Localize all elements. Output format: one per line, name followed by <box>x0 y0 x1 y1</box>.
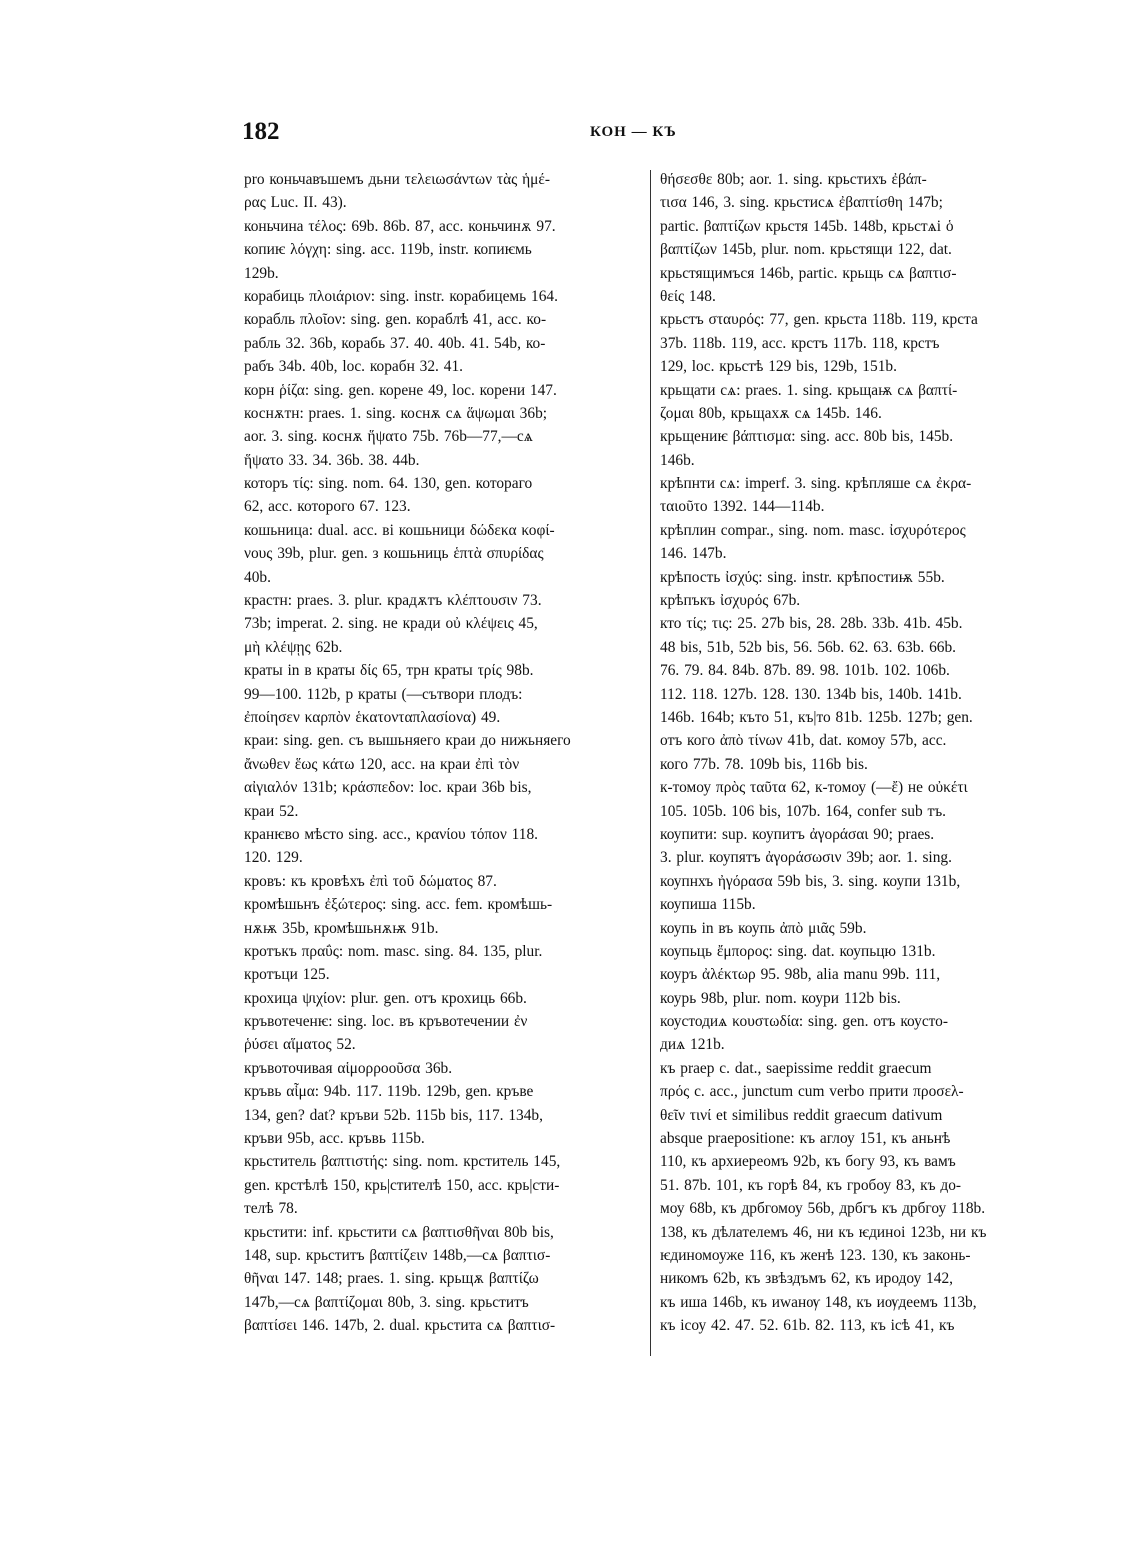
entry-line: 40b. <box>244 568 271 586</box>
entry-line: ѥдиномоужe 116, къ женѣ 123. 130, къ законь- <box>660 1246 971 1264</box>
entry-line: крьстити: inf. крьстити сѧ βαπτισθῆναι 80b bis, <box>244 1223 554 1241</box>
entry-line: коупьць ἔμπορος: sing. dat. коупьцю 131b. <box>660 942 936 960</box>
entry-line: кромѣшьнъ ἐξώτερος: sing. acc. fem. кромѣшь- <box>244 896 553 914</box>
entry-line: 73b; imperat. 2. sing. не кради οὐ κλέψεις 45, <box>244 615 538 633</box>
entry-line: крьститель βαπτιστής: sing. nom. крститель 145, <box>244 1153 561 1171</box>
entry-line: крьстъ σταυρός: 77, gen. крьста 118b. 119, крста <box>660 311 978 329</box>
entry-line: 129, loc. крьстѣ 129 bis, 129b, 151b. <box>660 358 897 376</box>
entry-line: кротъци 125. <box>244 966 330 984</box>
page-number: 182 <box>242 118 280 145</box>
entry-line: которъ τίς: sing. nom. 64. 130, gen. котораго <box>244 475 533 493</box>
entry-line: к-томоу πρὸς ταῦτα 62, к-томоу (—ἔ) не οὐκέτι <box>660 779 968 797</box>
entry-line: крѣпнти сѧ: imperf. 3. sing. крѣпляше сѧ ἐκρα- <box>660 475 972 493</box>
entry-line: 51. 87b. 101, къ горѣ 84, къ гробоу 83, къ до- <box>660 1176 962 1194</box>
entry-line: коурь 98b, plur. nom. коури 112b bis. <box>660 989 901 1007</box>
entry-line: 134, gen? dat? кръви 52b. 115b bis, 117. 134b, <box>244 1106 543 1124</box>
entry-line: aor. 3. sing. коснѫ ἥψατο 75b. 76b—77,—сѧ <box>244 428 533 446</box>
entry-line: 148, sup. крьститъ βαπτίζειν 148b,—сѧ βαπτισ- <box>244 1246 551 1264</box>
entry-line: 3. plur. коупятъ ἀγοράσωσιν 39b; aor. 1. sing. <box>660 849 952 867</box>
entry-line: коупиша 115b. <box>660 896 756 914</box>
entry-line: кръвотеченѥ: sing. loc. въ кръвотечении ἐν <box>244 1013 528 1031</box>
entry-line: ρας Luc. II. 43). <box>244 194 347 212</box>
entry-line: къ ісоу 42. 47. 52. 61b. 82. 113, къ ісѣ 41, къ <box>660 1317 955 1335</box>
entry-line: краи 52. <box>244 802 299 820</box>
entry-line: θῆναι 147. 148; praes. 1. sing. крьщѫ βαπτίζω <box>244 1270 539 1288</box>
entry-line: коснѫтн: praes. 1. sing. коснѫ сѧ ἅψωμαι 36b; <box>244 404 548 422</box>
entry-line: gen. крстѣлѣ 150, крь|стителѣ 150, acc. крь|сти- <box>244 1176 560 1194</box>
entry-line: крьстящимъся 146b, partic. крьщь сѧ βαπτισ- <box>660 264 957 282</box>
entry-line: корабиць πλοιάριον: sing. instr. корабицемь 164. <box>244 287 558 305</box>
entry-line: рабъ 34b. 40b, loc. корабн 32. 41. <box>244 358 463 376</box>
entry-line: 112. 118. 127b. 128. 130. 134b bis, 140b. 141b. <box>660 685 962 703</box>
column-divider <box>650 170 651 1356</box>
entry-line: коуръ ἀλέκτωρ 95. 98b, alia manu 99b. 111, <box>660 966 941 984</box>
right-column <box>660 168 1068 1338</box>
entry-line: 138, къ дѣлателемъ 46, ни къ ѥдиноі 123b, ни къ <box>660 1223 987 1241</box>
running-head: КОН — КЪ <box>590 124 677 140</box>
entry-line: βαπτίσει 146. 147b, 2. dual. крьститa сѧ βαπτισ- <box>244 1317 556 1335</box>
entry-line: кранѥво мѣсто sing. acc., κρανίου τόπον 118. <box>244 825 539 843</box>
entry-line: кровъ: къ кровѣхъ ἐπὶ τοῦ δώματος 87. <box>244 872 497 890</box>
entry-line: коупити: sup. коупитъ ἀγοράσαι 90; praes. <box>660 825 935 843</box>
page-header <box>0 118 1140 152</box>
entry-line: корн ῥίζα: sing. gen. корене 49, loc. корени 147. <box>244 381 557 399</box>
entry-line: 99—100. 112b, р краты (—сътвори плодъ: <box>244 685 523 703</box>
entry-line: коупнхъ ἠγόρασα 59b bis, 3. sing. коупи 131b, <box>660 872 961 890</box>
entry-line: кротъкъ πραΰς: nom. masc. sing. 84. 135, plur. <box>244 942 543 960</box>
entry-line: краcтн: praes. 3. plur. крадѫтъ κλέπτουσιν 73. <box>244 592 542 610</box>
entry-line: моу 68b, къ дрбгомоу 56b, дрбгъ къ дрбгоу 118b. <box>660 1200 986 1218</box>
entry-line: βαπτίζων 145b, plur. nom. крьстящи 122, dat. <box>660 241 952 259</box>
entry-line: 146. 147b. <box>660 545 727 563</box>
entry-line: краты in в краты δίς 65, трн краты τρίς 98b. <box>244 662 534 680</box>
entry-line: ἐποίησεν καρπὸν ἑκατονταπλασίονα) 49. <box>244 708 501 726</box>
entry-line: 120. 129. <box>244 849 303 867</box>
entry-line: крѣпъкъ ἰσχυρός 67b. <box>660 592 801 610</box>
entry-line: крохица ψιχίον: plur. gen. отъ крохиць 66b. <box>244 989 527 1007</box>
entry-line: коустодиѧ κουστωδία: sing. gen. отъ коусто- <box>660 1013 948 1031</box>
entry-line: копиѥ λόγχη: sing. acc. 119b, instr. копиѥмь <box>244 241 532 259</box>
entry-line: 48 bis, 51b, 52b bis, 56. 56b. 62. 63. 63b. 66b. <box>660 638 957 656</box>
entry-line: телѣ 78. <box>244 1200 298 1218</box>
entry-line: крьщати сѧ: praes. 1. sing. крьщаѭ сѧ βαπτί- <box>660 381 958 399</box>
entry-line: кого 77b. 78. 109b bis, 116b bis. <box>660 755 868 773</box>
entry-line: pro коньчавъшемъ дьни τελειωσάντων τὰς ἡμέ- <box>244 171 551 188</box>
entry-line: θήσεσθε 80b; aor. 1. sing. крьстихъ ἐβάπ- <box>660 171 927 188</box>
entry-line: отъ кого ἀπὸ τίνων 41b, dat. комоу 57b, acc. <box>660 732 947 750</box>
entry-line: 76. 79. 84. 84b. 87b. 89. 98. 101b. 102. 106b. <box>660 662 950 680</box>
entry-line: никомъ 62b, къ звѣздъмъ 62, къ иродоу 142, <box>660 1270 953 1288</box>
entry-line: рабль 32. 36b, корабь 37. 40. 40b. 41. 54b, ко- <box>244 334 546 352</box>
entry-line: краи: sing. gen. съ вышьняего краи до нижьняего <box>244 732 571 750</box>
entry-line: кръвоточивая αἱμορροοῦσα 36b. <box>244 1059 453 1077</box>
entry-line: 62, acc. которого 67. 123. <box>244 498 411 516</box>
entry-line: кто τίς; τις: 25. 27b bis, 28. 28b. 33b. 41b. 45b. <box>660 615 963 633</box>
entry-line: ἄνωθεν ἕως κάτω 120, acc. на краи ἐπὶ τὸν <box>244 755 520 773</box>
entry-line: кръвь αἷμα: 94b. 117. 119b. 129b, gen. кръве <box>244 1083 534 1101</box>
entry-line: θεῖν τινί et similibus reddit graecum dativum <box>660 1106 943 1124</box>
entry-line: 147b,—сѧ βαπτίζομαι 80b, 3. sing. крьститъ <box>244 1293 529 1311</box>
entry-line: къ praep c. dat., saepissime reddit graecum <box>660 1059 932 1077</box>
entry-line: 105. 105b. 106 bis, 107b. 164, confer sub тъ. <box>660 802 947 820</box>
entry-line: нѫѭ 35b, кромѣшьнѫѭ 91b. <box>244 919 439 937</box>
entry-line: αἰγιαλόν 131b; κράσπεδον: loc. краи 36b bis, <box>244 779 532 797</box>
entry-line: 146b. 164b; къто 51, къ|то 81b. 125b. 127b; gen. <box>660 708 973 726</box>
entry-line: 37b. 118b. 119, acc. крстъ 117b. 118, крстъ <box>660 334 940 352</box>
entry-line: ταιοῦτο 1392. 144—114b. <box>660 498 825 516</box>
entry-line: кошьница: dual. acc. ві кошьници δώδεκα κοφί- <box>244 521 555 539</box>
entry-line: absque praepositione: къ аглоу 151, къ аньнѣ <box>660 1130 951 1148</box>
entry-line: крьщениѥ βάπτισμα: sing. acc. 80b bis, 145b. <box>660 428 954 446</box>
entry-line: крѣплин compar., sing. nom. masc. ἰσχυρότερος <box>660 521 966 539</box>
entry-line: νους 39b, plur. gen. з кошьниць ἑπτὰ σπυρίδας <box>244 545 544 563</box>
entry-line: 129b. <box>244 264 279 282</box>
entry-line: ζομαι 80b, крьщахѫ сѧ 145b. 146. <box>660 404 882 422</box>
entry-line: коньчина τέλος: 69b. 86b. 87, acc. коньчинѫ 97. <box>244 217 556 235</box>
entry-line: θείς 148. <box>660 287 716 305</box>
entry-line: πρός c. acc., junctum cum verbo прити προσελ- <box>660 1083 964 1101</box>
left-column <box>244 168 644 1338</box>
entry-line: ῥύσει αἵματος 52. <box>244 1036 356 1054</box>
entry-line: μὴ κλέψῃς 62b. <box>244 638 343 656</box>
entry-line: 146b. <box>660 451 695 469</box>
entry-line: диѧ 121b. <box>660 1036 725 1054</box>
entry-line: τισα 146, 3. sing. крьстисѧ ἐβαπτίσθη 147b; <box>660 194 943 212</box>
entry-line: partic. βαπτίζων крьстя 145b. 148b, крьстѧі ὁ <box>660 217 954 235</box>
entry-line: кръви 95b, acc. кръвь 115b. <box>244 1130 425 1148</box>
entry-line: корабль πλοῖον: sing. gen. кораблѣ 41, acc. ко- <box>244 311 547 329</box>
entry-line: 110, къ архиереомъ 92b, къ богу 93, къ вамъ <box>660 1153 956 1171</box>
entry-line: крѣпость ἰσχύς: sing. instr. крѣпостиѭ 55b. <box>660 568 945 586</box>
entry-line: ἥψατο 33. 34. 36b. 38. 44b. <box>244 451 420 469</box>
entry-line: коупь in въ коупь ἀπὸ μιᾶς 59b. <box>660 919 867 937</box>
entry-line: къ иша 146b, къ иwанѹ 148, къ иѹдеемъ 113b, <box>660 1293 977 1311</box>
